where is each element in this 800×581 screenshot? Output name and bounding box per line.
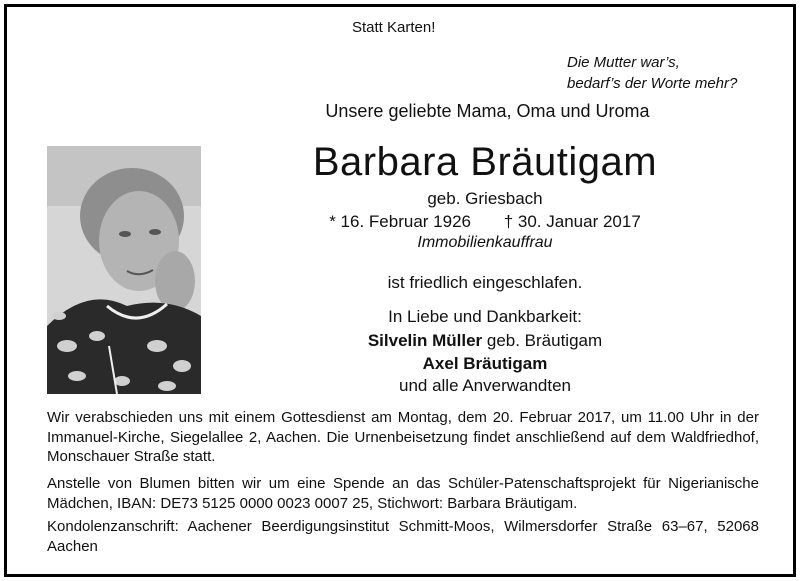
motto-line-1: Die Mutter war’s, bbox=[567, 54, 680, 71]
birth-date: * 16. Februar 1926 bbox=[329, 212, 471, 231]
survivors-others: und alle Anverwandten bbox=[398, 376, 572, 395]
deceased-name: Barbara Bräutigam bbox=[312, 140, 658, 184]
portrait-photo-image bbox=[47, 146, 201, 394]
motto-line-2: bedarf’s der Worte mehr? bbox=[567, 75, 738, 92]
survivor-1-name: Silvelin Müller bbox=[367, 331, 483, 350]
service-paragraph: Wir verabschieden uns mit einem Gottesdienst am Montag, dem 20. Februar 2017, um 11.00 Uhr in der Immanuel-Kirche, Siegelallee 2, Aachen. Die Urnenbeisetzung findet anschließend auf dem Waldfriedhof, Monschauer Straße statt. bbox=[47, 409, 759, 465]
statt-karten: Statt Karten! bbox=[352, 19, 436, 36]
condolence-paragraph: Kondolenzanschrift: Aachener Beerdigungsinstitut Schmitt-Moos, Wilmersdorfer Straße 63–67, 52068 Aachen bbox=[47, 518, 759, 555]
birth-name: geb. Griesbach bbox=[427, 189, 543, 208]
donation-paragraph: Anstelle von Blumen bitten wir um eine Spende an das Schüler-Patenschaftsprojekt für Nigerianische Mädchen, IBAN: DE73 5125 0000 0023 0007 25, Stichwort: Barbara Bräutigam. bbox=[47, 475, 759, 512]
survivor-1 bbox=[200, 331, 770, 351]
occupation: Immobilienkauffrau bbox=[417, 234, 553, 251]
survivor-2: Axel Bräutigam bbox=[422, 354, 548, 373]
love-line: In Liebe und Dankbarkeit: bbox=[388, 307, 582, 326]
portrait-photo bbox=[47, 146, 201, 394]
motto-quote bbox=[567, 52, 737, 94]
life-dates bbox=[200, 212, 770, 232]
passed-line: ist friedlich eingeschlafen. bbox=[387, 273, 583, 292]
survivor-1-suffix: geb. Bräutigam bbox=[482, 331, 603, 350]
death-date: † 30. Januar 2017 bbox=[503, 212, 641, 231]
intro-line: Unsere geliebte Mama, Oma und Uroma bbox=[325, 101, 650, 121]
